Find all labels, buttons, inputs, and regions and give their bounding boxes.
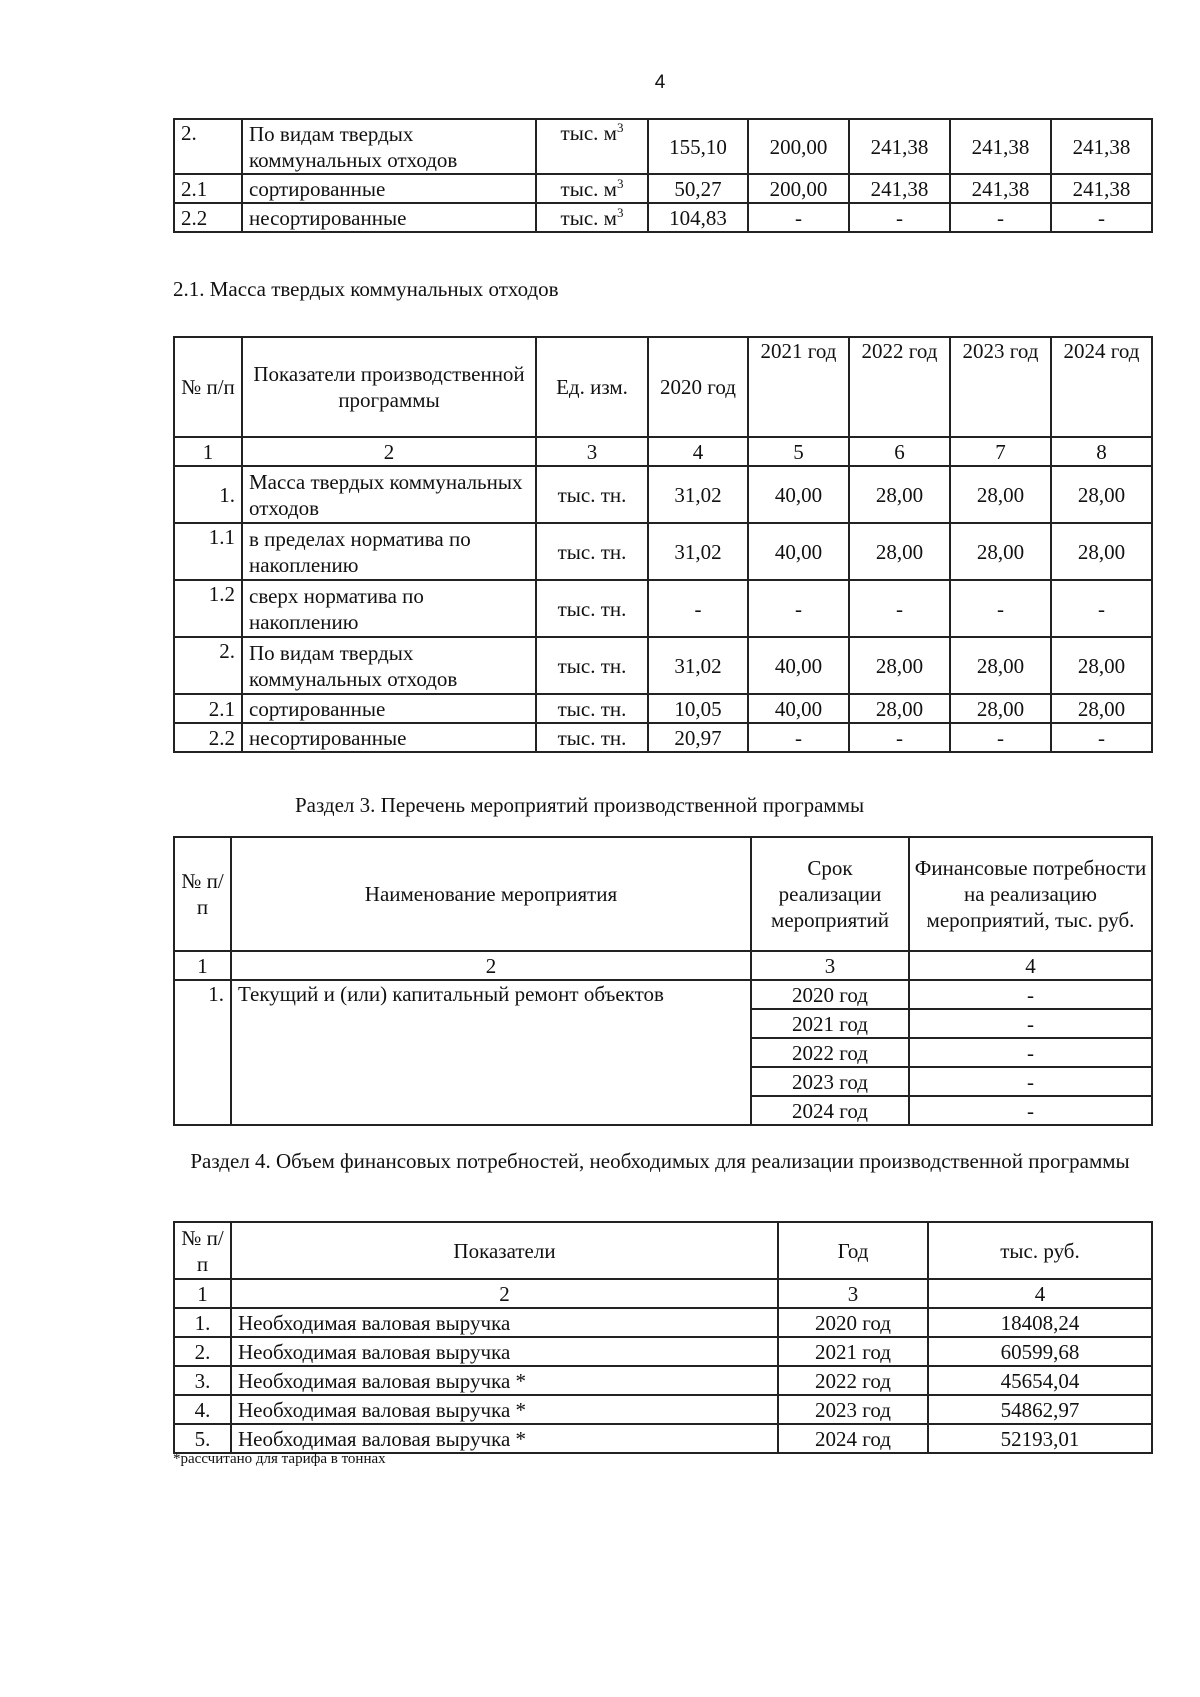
value-cell: - (748, 723, 849, 752)
unit-cell: тыс. $м^3$ (536, 203, 648, 232)
header-cell: № п/п (174, 837, 231, 951)
unit-cell: тыс. тн. (536, 466, 648, 523)
value-cell: - (1051, 580, 1152, 637)
section-4-title: Раздел 4. Объем финансовых потребностей, необходимых для реализации производственной программы (190, 1149, 1130, 1173)
value-cell: 28,00 (849, 523, 950, 580)
section-2-1-title: 2.1. Масса твердых коммунальных отходов (173, 277, 559, 301)
column-number: 8 (1051, 437, 1152, 466)
value-cell: 52193,01 (928, 1424, 1152, 1453)
column-number-row (174, 1279, 1152, 1308)
value-cell: - (648, 580, 748, 637)
row-number: 3. (174, 1366, 231, 1395)
unit-cell: тыс. $м^3$ (536, 119, 648, 174)
measure-name: Текущий и (или) капитальный ремонт объектов (231, 980, 751, 1125)
table-row (174, 694, 1152, 723)
value-cell: - (909, 1038, 1152, 1067)
value-cell: 241,38 (950, 174, 1051, 203)
unit-cell: тыс. тн. (536, 694, 648, 723)
row-number: 4. (174, 1395, 231, 1424)
column-number: 6 (849, 437, 950, 466)
column-number-row (174, 951, 1152, 980)
header-cell: 2021 год (748, 337, 849, 437)
column-number: 2 (242, 437, 536, 466)
value-cell: 28,00 (950, 694, 1051, 723)
header-cell: 2023 год (950, 337, 1051, 437)
row-number: 2.1 (174, 694, 242, 723)
value-cell: 28,00 (1051, 637, 1152, 694)
year-cell: 2023 год (778, 1395, 928, 1424)
value-cell: 155,10 (648, 119, 748, 174)
row-name: Необходимая валовая выручка * (231, 1366, 778, 1395)
table-row (174, 1424, 1152, 1453)
value-cell: 40,00 (748, 523, 849, 580)
value-cell: 241,38 (950, 119, 1051, 174)
value-cell: 28,00 (1051, 694, 1152, 723)
header-row (174, 1222, 1152, 1279)
measures-table (173, 836, 1153, 1126)
row-name: По видам твердых коммунальных отходов (242, 119, 536, 174)
row-name: Необходимая валовая выручка * (231, 1395, 778, 1424)
header-cell: Показатели производственной программы (242, 337, 536, 437)
value-cell: 200,00 (748, 174, 849, 203)
row-name: сортированные (242, 694, 536, 723)
unit-cell: тыс. тн. (536, 723, 648, 752)
row-name: несортированные (242, 723, 536, 752)
value-cell: 20,97 (648, 723, 748, 752)
value-cell: 10,05 (648, 694, 748, 723)
row-name: По видам твердых коммунальных отходов (242, 637, 536, 694)
value-cell: 45654,04 (928, 1366, 1152, 1395)
value-cell: 28,00 (1051, 466, 1152, 523)
unit-cell: тыс. тн. (536, 637, 648, 694)
value-cell: 28,00 (1051, 523, 1152, 580)
value-cell: - (748, 580, 849, 637)
year-cell: 2022 год (778, 1366, 928, 1395)
section-3-title: Раздел 3. Перечень мероприятий производственной программы (295, 793, 865, 817)
value-cell: 18408,24 (928, 1308, 1152, 1337)
value-cell: - (748, 203, 849, 232)
header-cell: 2024 год (1051, 337, 1152, 437)
value-cell: 40,00 (748, 466, 849, 523)
row-name: несортированные (242, 203, 536, 232)
column-number: 4 (648, 437, 748, 466)
page-number: 4 (654, 72, 666, 93)
table-row (174, 1395, 1152, 1424)
value-cell: 28,00 (849, 466, 950, 523)
table-row (174, 523, 1152, 580)
value-cell: 60599,68 (928, 1337, 1152, 1366)
header-cell: 2022 год (849, 337, 950, 437)
column-number: 1 (174, 437, 242, 466)
row-number: 1. (174, 466, 242, 523)
year-cell: 2023 год (751, 1067, 909, 1096)
unit-cell: тыс. тн. (536, 580, 648, 637)
value-cell: 241,38 (849, 119, 950, 174)
value-cell: 50,27 (648, 174, 748, 203)
row-number: 5. (174, 1424, 231, 1453)
header-cell: Финансовые потребности на реализацию мероприятий, тыс. руб. (909, 837, 1152, 951)
value-cell: 40,00 (748, 637, 849, 694)
header-cell: Срок реализации мероприятий (751, 837, 909, 951)
value-cell: 104,83 (648, 203, 748, 232)
row-number: 1. (174, 980, 231, 1125)
year-cell: 2022 год (751, 1038, 909, 1067)
row-number: 1.2 (174, 580, 242, 637)
table-row (174, 119, 1152, 174)
column-number: 4 (928, 1279, 1152, 1308)
table-row (174, 637, 1152, 694)
value-cell: 54862,97 (928, 1395, 1152, 1424)
waste-volume-table (173, 118, 1153, 233)
column-number: 1 (174, 951, 231, 980)
row-number: 2.2 (174, 203, 242, 232)
value-cell: - (1051, 203, 1152, 232)
value-cell: 28,00 (849, 694, 950, 723)
row-number: 2. (174, 637, 242, 694)
table-row (174, 723, 1152, 752)
column-number: 3 (751, 951, 909, 980)
header-cell: Показатели (231, 1222, 778, 1279)
value-cell: - (909, 1009, 1152, 1038)
header-cell: № п/п (174, 337, 242, 437)
column-number: 2 (231, 1279, 778, 1308)
value-cell: 241,38 (849, 174, 950, 203)
unit-cell: тыс. $м^3$ (536, 174, 648, 203)
value-cell: 200,00 (748, 119, 849, 174)
footnote: *рассчитано для тарифа в тоннах (173, 1451, 386, 1467)
header-cell: Ед. изм. (536, 337, 648, 437)
value-cell: - (909, 1096, 1152, 1125)
year-cell: 2024 год (778, 1424, 928, 1453)
header-cell: Год (778, 1222, 928, 1279)
value-cell: 31,02 (648, 637, 748, 694)
year-cell: 2021 год (751, 1009, 909, 1038)
table-row (174, 174, 1152, 203)
value-cell: - (909, 980, 1152, 1009)
value-cell: 28,00 (950, 637, 1051, 694)
value-cell: - (849, 203, 950, 232)
row-name: в пределах норматива по накоплению (242, 523, 536, 580)
value-cell: - (909, 1067, 1152, 1096)
year-cell: 2024 год (751, 1096, 909, 1125)
table-row (174, 980, 1152, 1009)
header-cell: 2020 год (648, 337, 748, 437)
year-cell: 2020 год (751, 980, 909, 1009)
table-row (174, 1337, 1152, 1366)
row-number: 2.1 (174, 174, 242, 203)
table-row (174, 203, 1152, 232)
column-number: 3 (536, 437, 648, 466)
year-cell: 2020 год (778, 1308, 928, 1337)
row-name: Необходимая валовая выручка * (231, 1424, 778, 1453)
value-cell: 28,00 (950, 466, 1051, 523)
header-cell: тыс. руб. (928, 1222, 1152, 1279)
column-number: 1 (174, 1279, 231, 1308)
value-cell: - (950, 723, 1051, 752)
value-cell: - (950, 580, 1051, 637)
row-name: Необходимая валовая выручка (231, 1337, 778, 1366)
table-row (174, 466, 1152, 523)
financial-needs-table (173, 1221, 1153, 1454)
row-name: сортированные (242, 174, 536, 203)
value-cell: - (1051, 723, 1152, 752)
value-cell: 28,00 (849, 637, 950, 694)
header-cell: № п/п (174, 1222, 231, 1279)
row-number: 1.1 (174, 523, 242, 580)
column-number: 2 (231, 951, 751, 980)
unit-cell: тыс. тн. (536, 523, 648, 580)
column-number: 5 (748, 437, 849, 466)
column-number: 7 (950, 437, 1051, 466)
column-number: 4 (909, 951, 1152, 980)
row-number: 2. (174, 119, 242, 174)
row-name: Масса твердых коммунальных отходов (242, 466, 536, 523)
value-cell: 31,02 (648, 466, 748, 523)
column-number-row (174, 437, 1152, 466)
value-cell: - (849, 723, 950, 752)
table-row (174, 580, 1152, 637)
row-name: Необходимая валовая выручка (231, 1308, 778, 1337)
header-cell: Наименование мероприятия (231, 837, 751, 951)
value-cell: - (950, 203, 1051, 232)
header-row (174, 837, 1152, 951)
value-cell: - (849, 580, 950, 637)
column-number: 3 (778, 1279, 928, 1308)
table-row (174, 1366, 1152, 1395)
value-cell: 241,38 (1051, 174, 1152, 203)
row-number: 2.2 (174, 723, 242, 752)
value-cell: 40,00 (748, 694, 849, 723)
value-cell: 241,38 (1051, 119, 1152, 174)
waste-mass-table (173, 336, 1153, 753)
row-number: 2. (174, 1337, 231, 1366)
table-row (174, 1308, 1152, 1337)
row-number: 1. (174, 1308, 231, 1337)
value-cell: 28,00 (950, 523, 1051, 580)
row-name: сверх норматива по накоплению (242, 580, 536, 637)
header-row (174, 337, 1152, 437)
year-cell: 2021 год (778, 1337, 928, 1366)
value-cell: 31,02 (648, 523, 748, 580)
